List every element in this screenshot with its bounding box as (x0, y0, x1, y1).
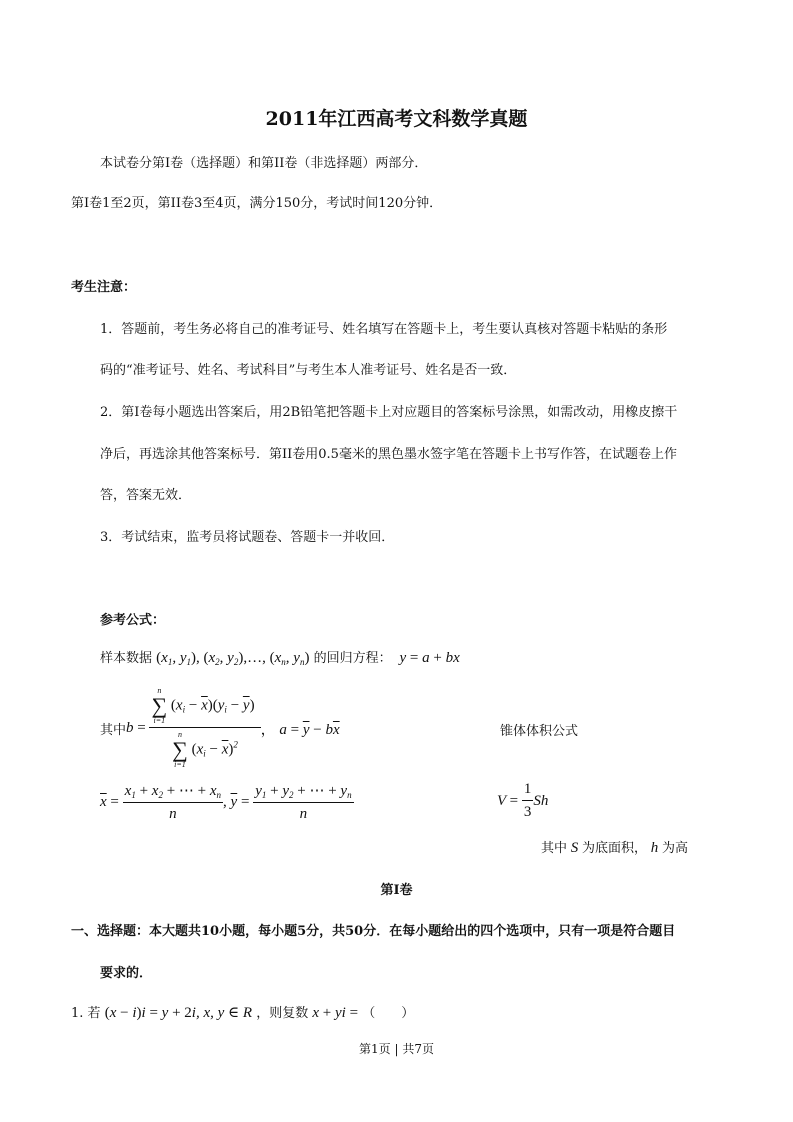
page-footer: 第1页 | 共7页 (359, 1042, 434, 1056)
one-third-fraction: $\frac{1}{3}$ (523, 781, 532, 820)
s-symbol: S (567, 840, 583, 856)
a-formula: ， $a = \overline{y} - b\overline{x}$ (260, 721, 340, 738)
intro-line-1: 本试卷分第I卷（选择题）和第II卷（非选择题）两部分． (100, 156, 428, 171)
question-mid: ，则复数 (256, 1006, 309, 1021)
h-symbol: h (647, 840, 663, 856)
page-title: 2011年江西高考文科数学真题 (265, 108, 528, 130)
x-bar-symbol: $\overline{x}$ = (100, 793, 119, 810)
notice-item-3: 3．考试结束，监考员将试题卷、答题卡一并收回． (100, 530, 395, 545)
question-equation: (x − i)i = y + 2i, x, y ∈ R (104, 1005, 253, 1021)
note-mid: 为底面积， (582, 841, 648, 856)
sample-prefix: 样本数据 (100, 651, 153, 666)
notice-item-2a: 2．第I卷每小题选出答案后，用2B铅笔把答题卡上对应题目的答案标号涂黑，如需改动，用橡皮擦干 (100, 405, 678, 420)
question-complex: x + yi = (312, 1005, 359, 1021)
regression-line (100, 647, 460, 667)
question-blank: （ ） (362, 1006, 415, 1021)
y-bar-symbol: , $\overline{y}$ = (223, 793, 250, 810)
notice-item-1a: 1．答题前，考生务必将自己的准考证号、姓名填写在答题卡上，考生要认真核对答题卡粘贴的条形 (100, 322, 668, 337)
cone-volume-formula (497, 781, 548, 821)
notice-heading: 考生注意： (71, 280, 137, 295)
x-bar-fraction: $\frac{x_1 + x_2 + \cdots + x_n}{n}$ (124, 783, 222, 822)
question-prefix: 若 (87, 1006, 101, 1021)
sample-suffix: 的回归方程： (313, 651, 392, 666)
regression-equation: y = a + bx (395, 650, 460, 666)
v-symbol: V = (497, 792, 519, 809)
section-heading-b: 要求的． (100, 966, 153, 981)
cone-formula-note (541, 837, 688, 857)
note-suffix: 为高 (662, 841, 689, 856)
b-prefix: 其中 (100, 722, 127, 738)
question-1 (71, 1002, 414, 1022)
b-symbol: b = (126, 719, 146, 736)
b-fraction: n ∑ i=1 $(x_i - \overline{x})(y_i - \overline{y})$ n ∑ i=1 $(x_i - \overline{x})^2$ (149, 687, 260, 769)
volume-heading: 第I卷 (380, 883, 413, 898)
notice-item-2b: 净后，再选涂其他答案标号．第II卷用0.5毫米的黑色墨水签字笔在答题卡上书写作答，在试题卷上作 (100, 447, 677, 462)
section-heading-a: 一、选择题：本大题共10小题，每小题5分，共50分．在每小题给出的四个选项中，只有一项是符合题目 (71, 924, 676, 939)
mean-formula-line (100, 781, 354, 823)
note-prefix: 其中 (541, 841, 568, 856)
sample-data-formula: ($x_1$, $y_1$), ($x_2$, $y_2),\dots$, ($x_n$, $y_n$) (156, 650, 310, 667)
cone-volume-label: 锥体体积公式 (500, 724, 579, 739)
intro-line-2: 第I卷1至2页，第II卷3至4页，满分150分，考试时间120分钟． (71, 196, 443, 211)
notice-item-1b: 码的“准考证号、姓名、考试科目”与考生本人准考证号、姓名是否一致． (100, 363, 517, 378)
question-number: 1. (71, 1006, 84, 1021)
coefficient-b-line (100, 688, 340, 768)
y-bar-fraction: $\frac{y_1 + y_2 + \cdots + y_n}{n}$ (255, 783, 352, 822)
formulas-heading: 参考公式： (100, 613, 166, 628)
sh-term: Sh (533, 792, 549, 809)
notice-item-2c: 答，答案无效． (100, 488, 192, 503)
